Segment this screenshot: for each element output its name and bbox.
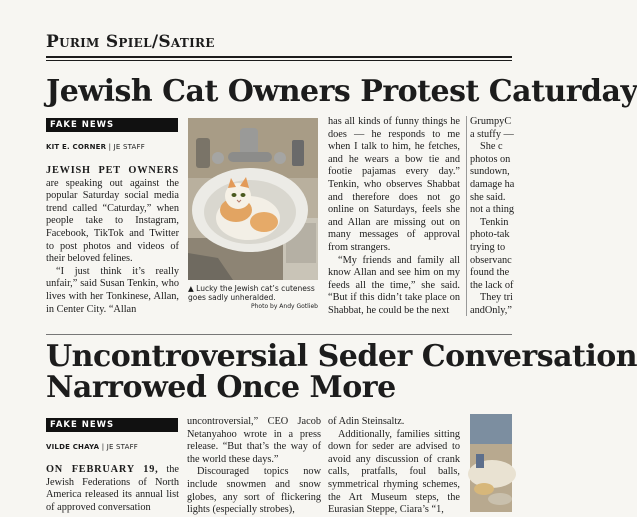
photo-caption (188, 284, 320, 302)
col4-line: the lack of (470, 279, 514, 291)
story2-photo (470, 414, 512, 512)
col4-line: Tenkin (480, 216, 509, 228)
story2-col3-p1: of Adin Steinsaltz. (328, 416, 405, 427)
story1-lead: JEWISH PET OWNERS (46, 165, 179, 176)
story2-lead: ON FEBRUARY 19, (46, 464, 159, 475)
col4-line: she said. (470, 191, 506, 203)
story1-col1-p1: are speaking out against the popular Saturday social media trend called “Caturday,” when people take to Instagram, Facebook, TikTok and Twitter to post photos and videos of their beloved felines. (46, 177, 179, 265)
story1-column-4 (470, 116, 520, 318)
story2-headline-line1: Uncontroversial Seder Conversation (46, 339, 637, 374)
story2-badge: FAKE NEWS (46, 418, 178, 432)
story2-byline-org: | JE STAFF (101, 443, 139, 451)
story1-col1-p2: “I just think it’s really unfair,” said Susan Tenkin, who lives with her Tonkinese, Allan, in Center City. “Allan (46, 265, 179, 315)
story2-col1-rest: the Jewish Federations of North America released its annual list of approved conversation (46, 464, 179, 513)
cat-in-sink-photo (188, 118, 318, 280)
story2-headline-line2: Narrowed Once More (46, 370, 396, 405)
story2-column-2 (187, 416, 321, 517)
story-divider (46, 334, 512, 335)
story1-column-3 (328, 116, 460, 318)
story2-column-1 (46, 464, 179, 514)
photo-credit: Photo by Andy Gotlieb (251, 303, 318, 310)
story2-col2-p2: Discouraged topics now include snowmen and snow globes, any sort of flickering lights (especially strobes), (187, 466, 321, 516)
story2-byline (46, 443, 138, 451)
story1-column-1 (46, 165, 179, 316)
col4-line: photos on (470, 153, 511, 165)
story1-col3-p2: “My friends and family all know Allan and see him on my feeds all the time,” she said. “But if this didn’t take place on Shabbat, he could be the next (328, 254, 460, 316)
story2-col3-p2: Additionally, families sitting down for seder are advised to avoid any discussion of crank calls, pratfalls, foul balls, symmetrical rhyming schemes, the Art Museum steps, the Eurasian Steppe, Ciara’s “1, (328, 428, 460, 516)
story1-col3-p1: has all kinds of funny things he does — he responds to me when I talk to him, he fetches, and he wears a bow tie and footie pajamas every day.” Tenkin, who observes Shabbat and therefore does not go online on Saturdays, feels she and Allan are missing out on many messages of approval from strangers. (328, 116, 460, 253)
caption-triangle-icon: ▲ (188, 284, 194, 293)
col4-line: She c (480, 141, 503, 153)
col4-line: damage ha (470, 178, 515, 190)
cat-photo-illustration (188, 118, 318, 280)
caption-text: Lucky the Jewish cat’s cuteness goes sadly unheralded. (188, 284, 315, 302)
story1-byline-org: | JE STAFF (108, 143, 145, 151)
col4-line: andOnly,” (470, 304, 512, 316)
section-rule (46, 56, 512, 58)
col4-line: GrumpyC (470, 116, 512, 127)
story2-byline-name: VILDE CHAYA (46, 443, 100, 451)
column-separator (466, 116, 467, 316)
col4-line: found the (470, 267, 510, 279)
col4-line: a stuffy — (470, 128, 514, 140)
col4-line: trying to (470, 241, 506, 253)
col4-line: sundown, (470, 166, 510, 178)
story1-byline-name: KIT E. CORNER (46, 143, 107, 151)
col4-line: observanc (470, 254, 512, 266)
col4-line: not a thing (470, 204, 515, 216)
story1-headline: Jewish Cat Owners Protest Caturday (46, 74, 637, 109)
story2-column-3 (328, 416, 460, 517)
story1-byline (46, 143, 145, 151)
section-rule-thin (46, 60, 512, 61)
story2-col2-p1: uncontroversial,” CEO Jacob Netanyahoo wrote in a press release. “But that’s the way of the world these days.” (187, 416, 321, 465)
col4-line: They tri (480, 292, 513, 304)
section-label: Purim Spiel/Satire (46, 32, 215, 52)
story1-badge: FAKE NEWS (46, 118, 178, 132)
col4-line: photo-tak (470, 229, 510, 241)
seder-photo-illustration (470, 414, 512, 512)
